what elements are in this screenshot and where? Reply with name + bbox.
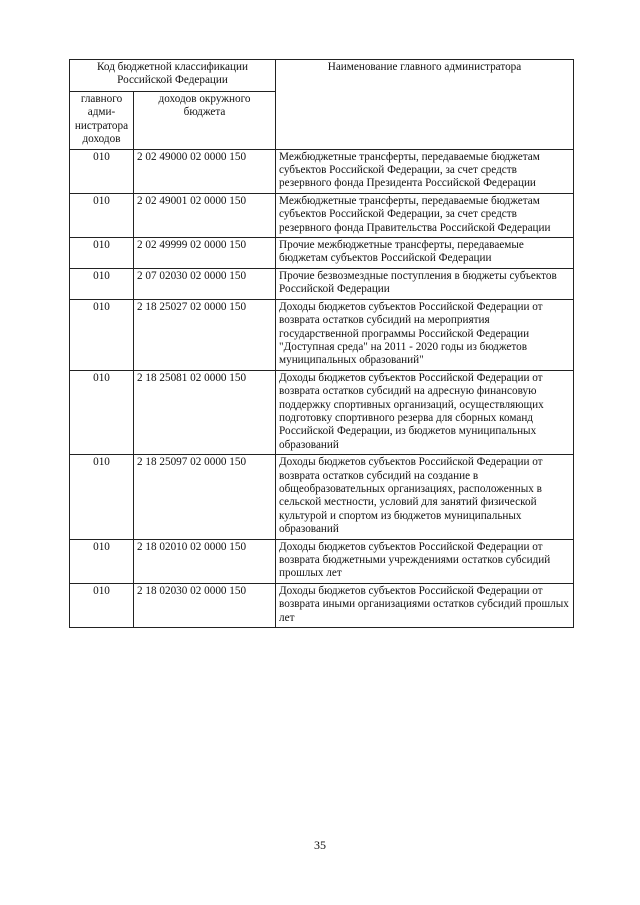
income-code-cell: 2 18 02030 02 0000 150 [134, 583, 276, 627]
admin-code-cell: 010 [70, 370, 134, 454]
admin-code-cell: 010 [70, 238, 134, 269]
income-code-cell: 2 02 49999 02 0000 150 [134, 238, 276, 269]
admin-code-cell: 010 [70, 455, 134, 539]
income-code-cell: 2 18 25097 02 0000 150 [134, 455, 276, 539]
code-group-header: Код бюджетной классификации Российской Федерации [70, 60, 276, 92]
table-row [70, 193, 574, 237]
admin-code-cell: 010 [70, 268, 134, 299]
income-code-cell: 2 02 49001 02 0000 150 [134, 193, 276, 237]
income-code-cell: 2 18 25027 02 0000 150 [134, 299, 276, 370]
income-code-cell: 2 18 02010 02 0000 150 [134, 539, 276, 583]
description-cell: Межбюджетные трансферты, передаваемые бюджетам субъектов Российской Федерации, за счет средств резервного фонда Президента Российской Федерации [276, 149, 574, 193]
table-row [70, 268, 574, 299]
admin-code-cell: 010 [70, 193, 134, 237]
name-column-header: Наименование главного администратора [276, 60, 574, 150]
page-number: 35 [314, 838, 326, 852]
income-column-header: доходов окружного бюджета [134, 92, 276, 150]
admin-code-cell: 010 [70, 299, 134, 370]
description-cell: Прочие безвозмездные поступления в бюджеты субъектов Российской Федерации [276, 268, 574, 299]
description-cell: Межбюджетные трансферты, передаваемые бюджетам субъектов Российской Федерации, за счет средств резервного фонда Правительства Российской Федерации [276, 193, 574, 237]
table-header-row [70, 60, 574, 92]
table-row [70, 149, 574, 193]
income-code-cell: 2 02 49000 02 0000 150 [134, 149, 276, 193]
admin-code-cell: 010 [70, 149, 134, 193]
admin-column-header: главного адми-нистратора доходов [70, 92, 134, 150]
table-row [70, 238, 574, 269]
description-cell: Доходы бюджетов субъектов Российской Федерации от возврата иными организациями остатков субсидий прошлых лет [276, 583, 574, 627]
table-row [70, 539, 574, 583]
table-row [70, 299, 574, 370]
description-cell: Доходы бюджетов субъектов Российской Федерации от возврата остатков субсидий на мероприятия государственной программы Российской Федерации "Доступная среда" на 2011 - 2020 годы из бюджетов муниципальных образований" [276, 299, 574, 370]
description-cell: Прочие межбюджетные трансферты, передаваемые бюджетам субъектов Российской Федерации [276, 238, 574, 269]
description-cell: Доходы бюджетов субъектов Российской Федерации от возврата остатков субсидий на адресную финансовую поддержку спортивных организаций, осуществляющих подготовку спортивного резерва для сборных команд Российской Федерации, из бюджетов муниципальных образований [276, 370, 574, 454]
table-row [70, 583, 574, 627]
income-code-cell: 2 07 02030 02 0000 150 [134, 268, 276, 299]
admin-code-cell: 010 [70, 539, 134, 583]
table-row [70, 370, 574, 454]
description-cell: Доходы бюджетов субъектов Российской Федерации от возврата бюджетными учреждениями остатков субсидий прошлых лет [276, 539, 574, 583]
description-cell: Доходы бюджетов субъектов Российской Федерации от возврата остатков субсидий на создание в общеобразовательных организациях, расположенных в сельской местности, условий для занятий физической культурой и спортом из бюджетов муниципальных образований [276, 455, 574, 539]
income-code-cell: 2 18 25081 02 0000 150 [134, 370, 276, 454]
admin-code-cell: 010 [70, 583, 134, 627]
budget-classification-table [69, 59, 574, 628]
table-row [70, 455, 574, 539]
